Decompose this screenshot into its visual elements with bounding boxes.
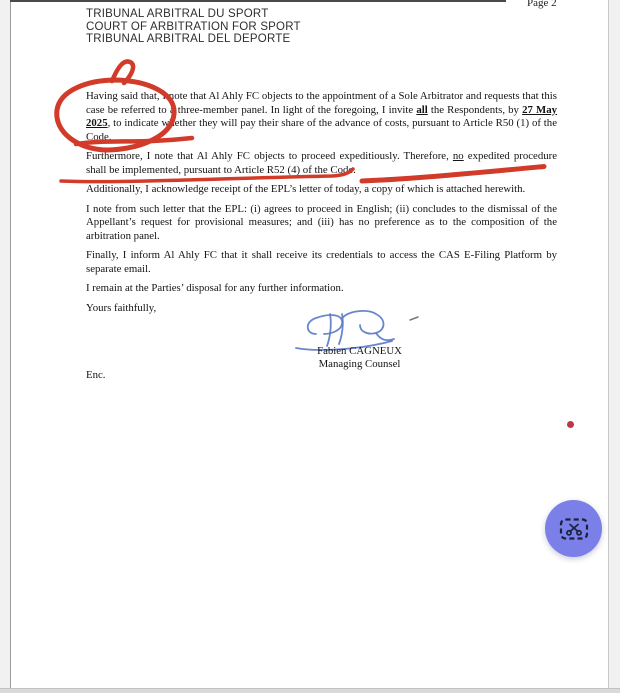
paragraph: Additionally, I acknowledge receipt of the EPL’s letter of today, a copy of which is attached herewith. xyxy=(86,183,526,195)
enclosure-note: Enc. xyxy=(86,369,106,381)
closing-salutation: Yours faithfully, xyxy=(86,301,157,314)
signatory-title: Managing Counsel xyxy=(318,357,401,370)
page-top-rule xyxy=(10,0,506,2)
document-page xyxy=(10,0,609,688)
signatory-name: Fabien CAGNEUX xyxy=(317,345,402,357)
paragraph: Furthermore, I note that Al Ahly FC objects to proceed expeditiously. Therefore, no expedited procedure shall be implemented, pursuant to Article R52 (4) of the Code. xyxy=(86,150,558,176)
paragraph: I note from such letter that the EPL: (i) agrees to proceed in English; (ii) concludes to the dismissal of the Appellant’s request for provisional measures; and (iii) has no preference as to the composition of the arbitration panel. xyxy=(86,202,557,242)
paragraph: I remain at the Parties’ disposal for any further information. xyxy=(86,282,344,294)
screenshot-snip-icon xyxy=(559,516,589,542)
letterhead xyxy=(86,8,301,46)
signature-block xyxy=(297,345,422,370)
screenshot-snip-button[interactable] xyxy=(545,500,602,557)
red-dot-mark xyxy=(567,421,574,428)
letterhead-line-2: COURT OF ARBITRATION FOR SPORT xyxy=(86,20,301,33)
paragraph: Having said that, I note that Al Ahly FC objects to the appointment of a Sole Arbitrator and requests that this case be referred to a three-member panel. In light of the foregoing, I invite all the Respondents, by 27 May 2025, to indicate whether they will pay their share of the advance of costs, pursuant to Article R50 (1) of the Code. xyxy=(86,90,558,143)
letter-paragraphs xyxy=(86,90,557,296)
letterhead-line-3: TRIBUNAL ARBITRAL DEL DEPORTE xyxy=(86,33,291,46)
page-number: Page 2 xyxy=(527,0,557,9)
letterhead-line-1: TRIBUNAL ARBITRAL DU SPORT xyxy=(86,8,269,20)
page-bottom-edge xyxy=(0,688,620,693)
letter-body xyxy=(86,90,557,321)
paragraph: Finally, I inform Al Ahly FC that it shall receive its credentials to access the CAS E-Filing Platform by separate email. xyxy=(86,249,557,275)
